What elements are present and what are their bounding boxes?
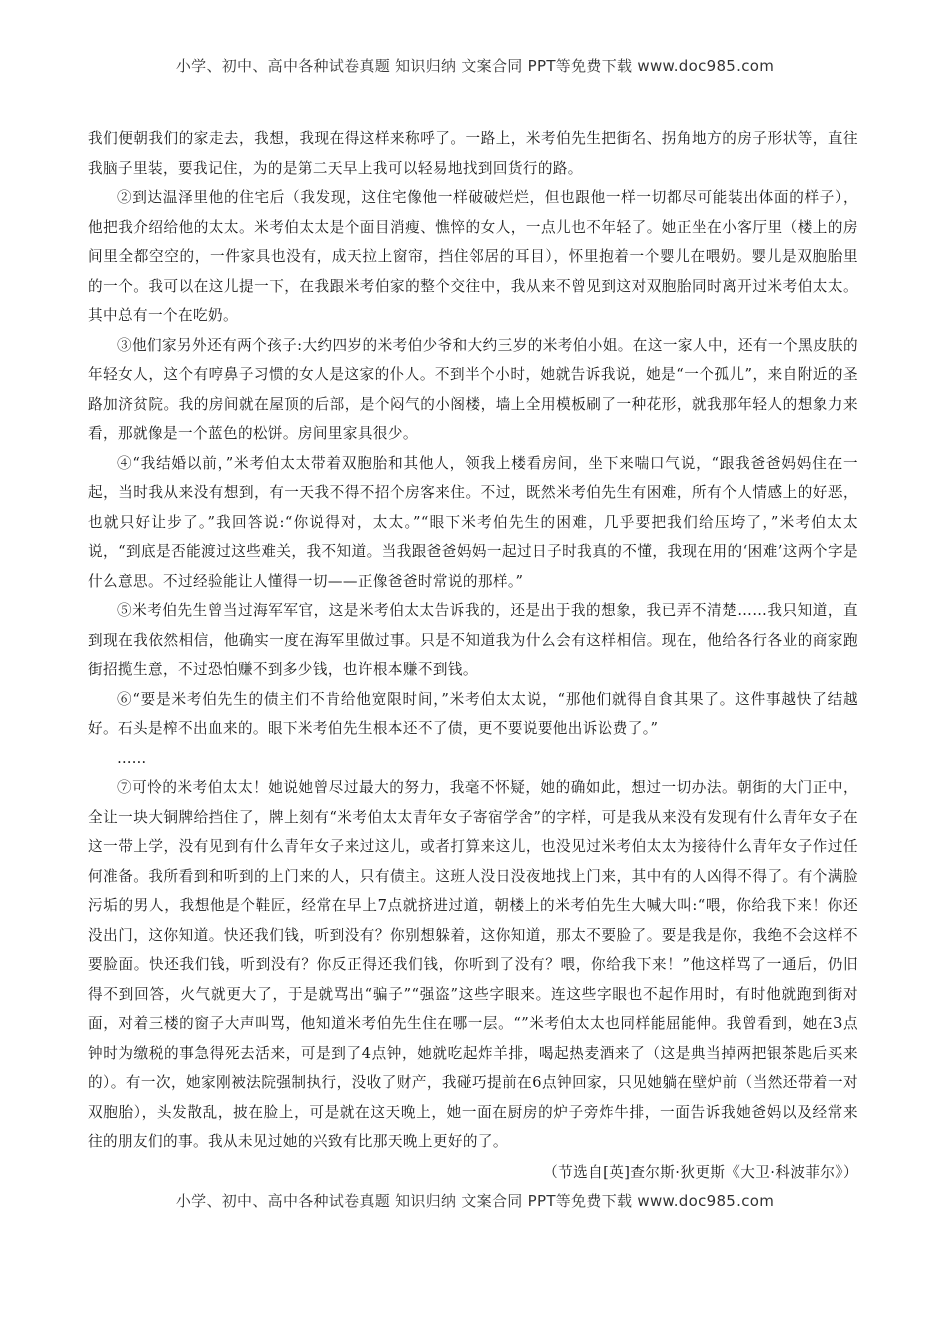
paragraph-2: ②到达温泽里他的住宅后（我发现，这住宅像他一样破破烂烂，但也跟他一样一切都尽可能装出体面的样子），他把我介绍给他的太太。米考伯太太是个面目消瘦、憔悴的女人，一点儿也不年轻了。她正坐在小客厅里（楼上的房间里全都空空的，一件家具也没有，成天拉上窗帘，挡住邻居的耳目），怀里抱着一个婴儿在喂奶。婴儿是双胞胎里的一个。我可以在这儿提一下，在我跟米考伯家的整个交往中，我从来不曾见到这对双胞胎同时离开过米考伯太太。其中总有一个在吃奶。	[88, 189, 858, 324]
omission-ellipsis: ……	[117, 749, 147, 767]
paragraph-6: ⑥“要是米考伯先生的债主们不肯给他宽限时间，”米考伯太太说，“那他们就得自食其果了。这件事越快了结越好。石头是榨不出血来的。眼下米考伯先生根本还不了债，更不要说要他出诉讼费了。”	[88, 690, 858, 737]
paragraph-7: ⑦可怜的米考伯太太！她说她曾尽过最大的努力，我毫不怀疑，她的确如此，想过一切办法。朝街的大门正中，全让一块大铜牌给挡住了，牌上刻有“米考伯太太青年女子寄宿学舍”的字样，可是我从来没有发现有什么青年女子在这一带上学，没有见到有什么青年女子来过这儿，或者打算来这儿，也没见过米考伯太太为接待什么青年女子作过任何准备。我所看到和听到的上门来的人，只有债主。这班人没日没夜地找上门来，其中有的人凶得不得了。有个满脸污垢的男人，我想他是个鞋匠，经常在早上7点就挤进过道，朝楼上的米考伯先生大喊大叫:“喂，你给我下来！你还没出门，这你知道。快还我们钱，听到没有？你别想躲着，这你知道，那太不要脸了。要是我是你，我绝不会这样不要脸面。快还我们钱，听到没有？你反正得还我们钱，你听到了没有？喂，你给我下来！”他这样骂了一通后，仍旧得不到回答，火气就更大了，于是就骂出“骗子”“强盗”这些字眼来。连这些字眼也不起作用时，有时他就跑到街对面，对着三楼的窗子大声叫骂，他知道米考伯先生住在哪一层。“”米考伯太太也同样能屈能伸。我曾看到，她在3点钟时为缴税的事急得死去活来，可是到了4点钟，她就吃起炸羊排，喝起热麦酒来了（这是典当掉两把银茶匙后买来的）。有一次，她家刚被法院强制执行，没收了财产，我碰巧提前在6点钟回家，只见她躺在壁炉前（当然还带着一对双胞胎），头发散乱，披在脸上，可是就在这天晚上，她一面在厨房的炉子旁炸牛排，一面告诉我她爸妈以及经常来往的朋友们的事。我从未见过她的兴致有比那天晚上更好的了。	[88, 779, 858, 1150]
paragraph-4: ④“我结婚以前，”米考伯太太带着双胞胎和其他人，领我上楼看房间，坐下来喘口气说，“跟我爸爸妈妈住在一起，当时我从来没有想到，有一天我不得不招个房客来住。不过，既然米考伯先生有困难，所有个人情感上的好恶，也就只好让步了。”我回答说:“你说得对，太太。”“眼下米考伯先生的困难，几乎要把我们给压垮了，”米考伯太太说，“到底是否能渡过这些难关，我不知道。当我跟爸爸妈妈一起过日子时我真的不懂，我现在用的‘困难’这两个字是什么意思。不过经验能让人懂得一切——正像爸爸时常说的那样。”	[88, 454, 858, 590]
header-banner: 小学、初中、高中各种试卷真题 知识归纳 文案合同 PPT等免费下载 www.doc985.com	[175, 57, 775, 75]
paragraph-5: ⑤米考伯先生曾当过海军军官，这是米考伯太太告诉我的，还是出于我的想象，我已弄不清楚……我只知道，直到现在我依然相信，他确实一度在海军里做过事。只是不知道我为什么会有这样相信。现在，他给各行各业的商家跑街招揽生意，不过恐怕赚不到多少钱，也许根本赚不到钱。	[88, 602, 858, 678]
footer-banner: 小学、初中、高中各种试卷真题 知识归纳 文案合同 PPT等免费下载 www.doc985.com	[175, 1192, 775, 1210]
paragraph-1: 我们便朝我们的家走去，我想，我现在得这样来称呼了。一路上，米考伯先生把街名、拐角地方的房子形状等，直往我脑子里装，要我记住，为的是第二天早上我可以轻易地找到回货行的路。	[88, 130, 858, 177]
paragraph-3: ③他们家另外还有两个孩子:大约四岁的米考伯少爷和大约三岁的米考伯小姐。在这一家人中，还有一个黑皮肤的年轻女人，这个有哼鼻子习惯的女人是这家的仆人。不到半个小时，她就告诉我说，她是“一个孤儿”，来自附近的圣路加济贫院。我的房间就在屋顶的后部，是个闷气的小阁楼，墙上全用模板刷了一种花形，就我那年轻人的想象力来看，那就像是一个蓝色的松饼。房间里家具很少。	[88, 336, 858, 442]
article-body	[88, 124, 858, 1187]
source-note: （节选自[英]查尔斯·狄更斯《大卫·科波菲尔》）	[543, 1163, 858, 1181]
